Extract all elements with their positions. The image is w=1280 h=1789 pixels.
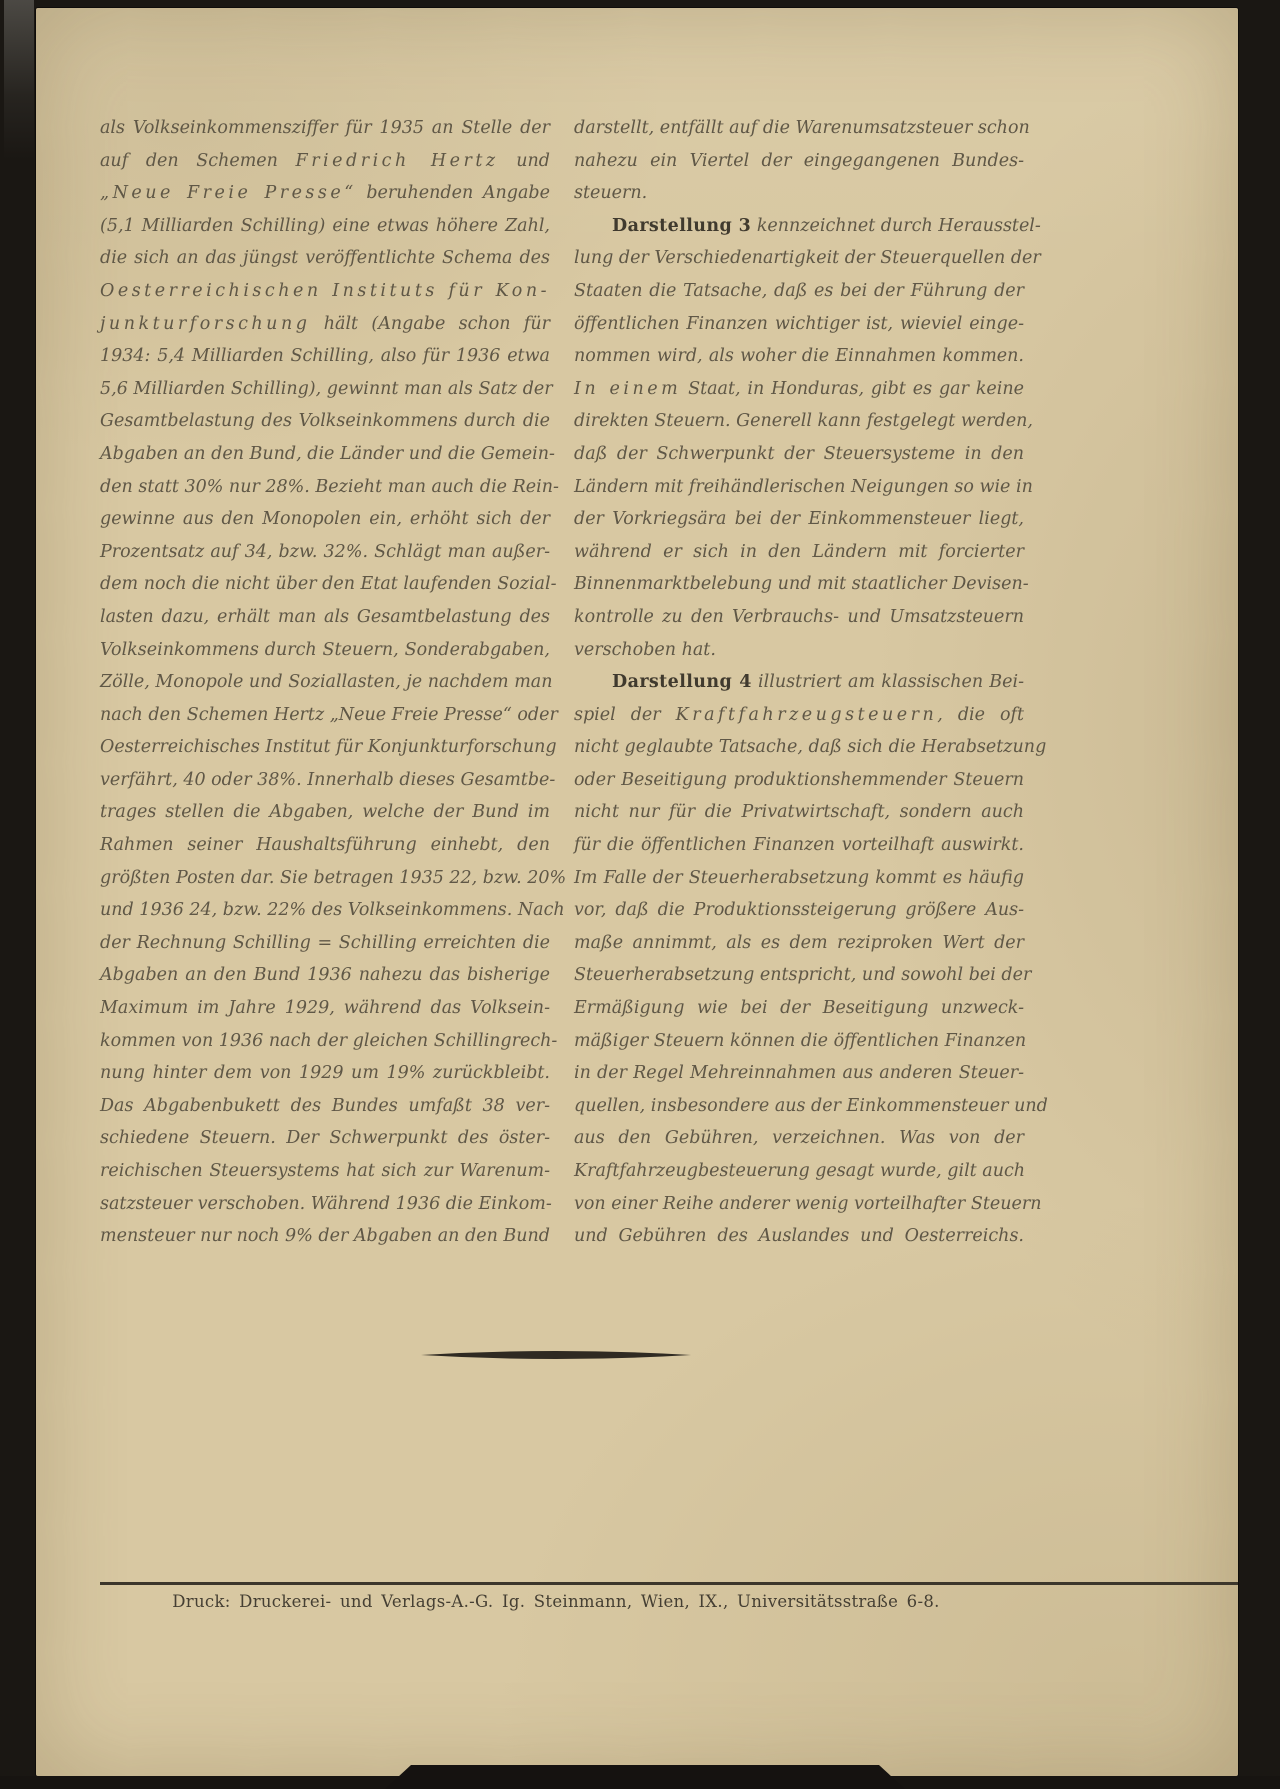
text-line	[574, 992, 1024, 1025]
text-run: von einer Reihe anderer wenig vorteilhafter Steuern	[574, 1193, 1042, 1214]
text-run: verschoben hat.	[574, 639, 716, 660]
text-line	[100, 308, 550, 341]
text-run: und Gebühren des Auslandes und Oesterreichs.	[574, 1226, 1024, 1247]
text-run: verfährt, 40 oder 38%. Innerhalb dieses Gesamtbe-	[100, 769, 556, 790]
text-line	[574, 829, 1024, 862]
text-line	[100, 959, 550, 992]
text-run: in der Regel Mehreinnahmen aus anderen Steuer-	[574, 1063, 1024, 1084]
text-block	[100, 112, 1048, 1253]
text-line	[574, 438, 1024, 471]
text-column-right	[574, 112, 1048, 1253]
imprint-text: Druck: Druckerei- und Verlags-A.-G. Ig. Steinmann, Wien, IX., Universitätsstraße 6-8.	[172, 1592, 940, 1611]
text-run: lasten dazu, erhält man als Gesamtbelastung des	[100, 606, 550, 627]
divider-ornament	[421, 1349, 691, 1361]
letterspaced-run: In einem	[574, 378, 682, 399]
text-line	[100, 764, 556, 797]
text-line	[574, 927, 1024, 960]
text-run: die sich an das jüngst veröffentlichte Schema des	[100, 248, 550, 269]
text-run: größten Posten dar. Sie betragen 1935 22, bzw. 20%	[100, 867, 567, 888]
text-run: als Volkseinkommensziffer für 1935 an Stelle der	[100, 118, 550, 138]
text-line	[574, 308, 1024, 341]
text-run: mäßiger Steuern können die öffentlichen Finanzen	[574, 1030, 1027, 1051]
text-run: schiedene Steuern. Der Schwerpunkt des öster-	[100, 1128, 550, 1149]
text-line	[100, 894, 565, 927]
text-line	[100, 275, 550, 308]
text-line	[100, 634, 550, 667]
text-run: darstellt, entfällt auf die Warenumsatzsteuer schon	[574, 118, 1030, 138]
text-run: der Rechnung Schilling = Schilling erreichten die	[100, 932, 550, 953]
text-run: maße annimmt, als es dem reziproken Wert der	[574, 932, 1024, 953]
letterspaced-run: „Neue Freie Presse“	[100, 183, 357, 204]
text-line	[100, 471, 559, 504]
text-run: Gesamtbelastung des Volkseinkommens durch die	[100, 411, 550, 432]
text-line	[574, 1155, 1024, 1188]
text-line	[574, 275, 1024, 308]
text-run: während er sich in den Ländern mit forcierter	[574, 541, 1024, 562]
text-line	[100, 340, 550, 373]
text-run: Ermäßigung wie bei der Beseitigung unzweck-	[574, 998, 1024, 1019]
text-run: für die öffentlichen Finanzen vorteilhaft auswirkt.	[574, 835, 1024, 856]
text-run: Zölle, Monopole und Soziallasten, je nachdem man	[100, 672, 553, 693]
text-run: steuern.	[574, 183, 648, 204]
text-run: kommen von 1936 nach der gleichen Schillingrech-	[100, 1030, 558, 1051]
text-run: nung hinter dem von 1929 um 19% zurückbleibt.	[100, 1063, 550, 1084]
text-line	[574, 796, 1024, 829]
text-run: Rahmen seiner Haushaltsführung einhebt, den	[100, 835, 550, 856]
text-run: (5,1 Milliarden Schilling) eine etwas höhere Zahl,	[100, 215, 550, 236]
text-run: spiel der	[574, 704, 676, 725]
text-line	[574, 634, 1024, 667]
text-run: vor, daß die Produktionssteigerung größere Aus-	[574, 900, 1024, 921]
text-run: beruhenden Angabe	[356, 183, 550, 204]
text-line	[574, 862, 1024, 895]
text-run: lung der Verschiedenartigkeit der Steuerquellen der	[574, 248, 1041, 269]
footer-rule	[100, 1582, 1238, 1585]
text-run: trages stellen die Abgaben, welche der Bund im	[100, 802, 550, 823]
text-line	[100, 145, 550, 178]
text-line	[574, 1220, 1024, 1253]
text-line	[574, 1090, 1048, 1123]
text-line	[574, 731, 1047, 764]
text-line	[100, 568, 557, 601]
text-line	[574, 894, 1024, 927]
scan-bottom-shadow	[385, 1765, 905, 1789]
text-run: nommen wird, als woher die Einnahmen kommen.	[574, 346, 1024, 367]
text-line	[100, 1122, 550, 1155]
text-line	[574, 764, 1024, 797]
text-line	[574, 405, 1033, 438]
text-line	[574, 568, 1029, 601]
text-line	[100, 536, 550, 569]
text-line	[100, 699, 558, 732]
text-line	[574, 959, 1032, 992]
letterspaced-run: Kraftfahrzeugsteuern	[675, 704, 938, 725]
text-line	[574, 503, 1024, 536]
text-line	[100, 601, 550, 634]
text-line	[100, 503, 550, 536]
text-run: aus den Gebühren, verzeichnen. Was von der	[574, 1128, 1024, 1149]
text-run: öffentlichen Finanzen wichtiger ist, wieviel einge-	[574, 313, 1024, 334]
bold-run: Darstellung 3	[612, 215, 752, 236]
text-run: gewinne aus den Monopolen ein, erhöht sich der	[100, 509, 550, 530]
text-line	[100, 1090, 550, 1123]
text-line	[574, 1188, 1042, 1221]
text-run: quellen, insbesondere aus der Einkommensteuer und	[574, 1095, 1048, 1116]
text-run: den statt 30% nur 28%. Bezieht man auch die Rein-	[100, 476, 559, 497]
text-run: und	[498, 150, 551, 171]
text-line	[574, 666, 1024, 699]
text-run: kennzeichnet durch Herausstel-	[751, 215, 1041, 236]
text-line	[100, 373, 553, 406]
text-run: Steuerherabsetzung entspricht, und sowohl bei der	[574, 965, 1032, 986]
text-line	[100, 177, 550, 210]
text-line	[100, 927, 550, 960]
text-line	[574, 536, 1024, 569]
text-run: 1934: 5,4 Milliarden Schilling, also für 1936 etwa	[100, 346, 550, 367]
text-line	[100, 731, 557, 764]
text-line	[100, 1025, 558, 1058]
text-run: hält (Angabe schon für	[310, 313, 550, 334]
text-line	[100, 666, 553, 699]
text-run: , die oft	[937, 704, 1024, 725]
text-run: daß der Schwerpunkt der Steuersysteme in den	[574, 443, 1024, 464]
text-line	[100, 1220, 550, 1253]
text-run: direkten Steuern. Generell kann festgelegt werden,	[574, 411, 1033, 432]
text-run: Oesterreichisches Institut für Konjunkturforschung	[100, 737, 557, 758]
text-run: Prozentsatz auf 34, bzw. 32%. Schlägt man außer-	[100, 541, 550, 562]
text-line	[100, 242, 550, 275]
document-page	[36, 8, 1238, 1776]
text-run: Volkseinkommens durch Steuern, Sonderabgaben,	[100, 639, 550, 660]
text-run: satzsteuer verschoben. Während 1936 die Einkom-	[100, 1193, 552, 1214]
text-column-left	[100, 112, 567, 1253]
text-run: Im Falle der Steuerherabsetzung kommt es häufig	[574, 867, 1024, 888]
text-line	[100, 1188, 550, 1221]
text-run: 5,6 Milliarden Schilling), gewinnt man als Satz der	[100, 378, 553, 399]
text-line	[100, 438, 555, 471]
text-run: auf den Schemen	[100, 150, 296, 171]
scan-edge-streak	[4, 0, 34, 160]
text-line	[574, 145, 1024, 178]
text-line	[100, 862, 567, 895]
text-line	[574, 699, 1024, 732]
text-run: kontrolle zu den Verbrauchs- und Umsatzsteuern	[574, 606, 1024, 627]
text-line	[574, 112, 1030, 145]
text-line	[574, 601, 1024, 634]
text-line	[100, 405, 550, 438]
text-line	[574, 1122, 1024, 1155]
text-run: Abgaben an den Bund, die Länder und die Gemein-	[100, 443, 555, 464]
text-line	[100, 829, 550, 862]
text-line	[574, 210, 1041, 243]
text-run: illustriert am klassischen Bei-	[751, 672, 1024, 693]
text-run: reichischen Steuersystems hat sich zur Warenum-	[100, 1161, 550, 1181]
text-line	[574, 1025, 1027, 1058]
text-line	[574, 177, 1024, 210]
text-run: Das Abgabenbukett des Bundes umfaßt 38 ver-	[100, 1095, 550, 1116]
letterspaced-run: junkturforschung	[100, 313, 311, 334]
text-line	[574, 471, 1033, 504]
text-run: Ländern mit freihändlerischen Neigungen so wie in	[574, 476, 1033, 497]
text-run: nahezu ein Viertel der eingegangenen Bundes-	[574, 150, 1024, 171]
text-run: Binnenmarktbelebung und mit staatlicher Devisen-	[574, 574, 1029, 595]
text-run: dem noch die nicht über den Etat laufenden Sozial-	[100, 574, 557, 595]
text-line	[100, 796, 550, 829]
text-run: oder Beseitigung produktionshemmender Steuern	[574, 769, 1024, 790]
letterspaced-run: Oesterreichischen Instituts für Kon-	[100, 280, 550, 301]
text-run: Staat, in Honduras, gibt es gar keine	[681, 378, 1024, 399]
text-line	[574, 1057, 1024, 1090]
text-run: Staaten die Tatsache, daß es bei der Führung der	[574, 280, 1024, 301]
text-run: und 1936 24, bzw. 22% des Volkseinkommens. Nach	[100, 900, 565, 921]
text-run: Abgaben an den Bund 1936 nahezu das bisherige	[100, 965, 550, 986]
text-line	[100, 210, 550, 243]
text-run: mensteuer nur noch 9% der Abgaben an den Bund	[100, 1226, 551, 1247]
text-line	[100, 1057, 550, 1090]
text-run: der Vorkriegsära bei der Einkommensteuer liegt,	[574, 509, 1024, 530]
text-run: nicht nur für die Privatwirtschaft, sondern auch	[574, 802, 1024, 823]
text-run: Maximum im Jahre 1929, während das Volksein-	[100, 998, 550, 1019]
text-run: nicht geglaubte Tatsache, daß sich die Herabsetzung	[574, 737, 1047, 758]
text-line	[100, 1155, 550, 1188]
bold-run: Darstellung 4	[612, 672, 752, 693]
text-line	[574, 242, 1041, 275]
text-line	[100, 992, 550, 1025]
text-run: Kraftfahrzeugbesteuerung gesagt wurde, gilt auch	[574, 1161, 1026, 1181]
text-line	[574, 373, 1024, 406]
letterspaced-run: Friedrich Hertz	[295, 150, 499, 171]
text-run: nach den Schemen Hertz „Neue Freie Presse“ oder	[100, 704, 558, 725]
text-line	[574, 340, 1024, 373]
text-line	[100, 112, 550, 145]
